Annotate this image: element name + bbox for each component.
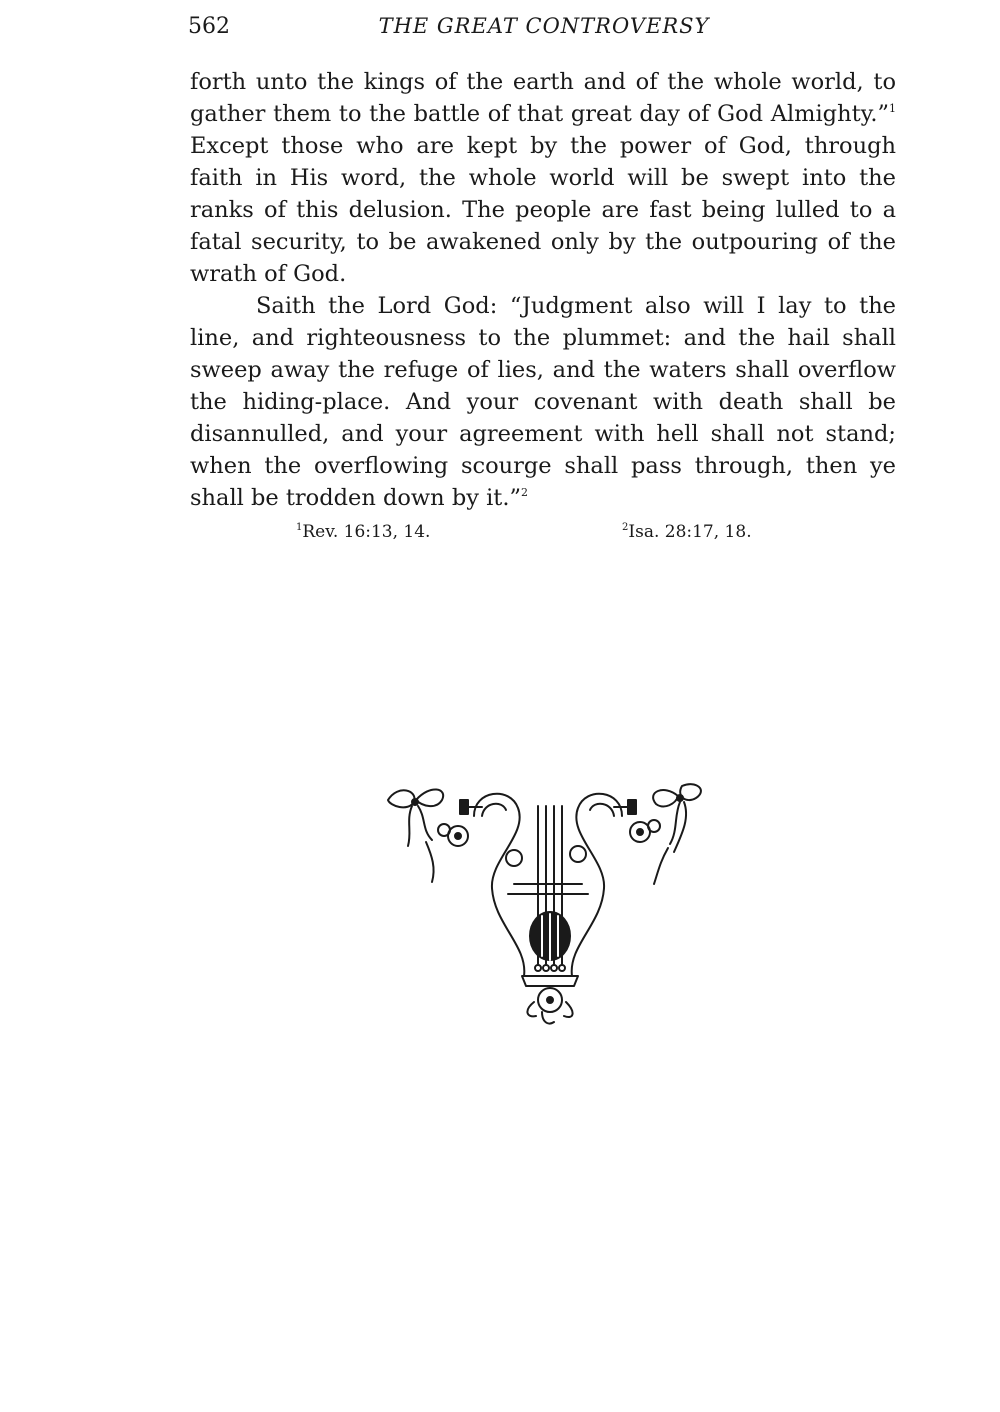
footnote-ref: 2: [521, 486, 528, 499]
paragraph-text: Except those who are kept by the power of God, through faith in His word, the whole world will be swept into the ranks of this delusion. The people are fast being lulled to a fatal security, to be awakened only by the outpouring of the wrath of God.: [190, 133, 896, 287]
paragraph: [190, 290, 896, 514]
footnote-number: 1: [296, 522, 303, 533]
footnote: [296, 522, 430, 542]
body-text: [190, 66, 896, 514]
running-header: [188, 14, 900, 48]
footnote-ref: 1: [889, 102, 896, 115]
footnote-text: Rev. 16:13, 14.: [302, 522, 431, 542]
paragraph-text: Saith the Lord God: “Judgment also will I lay to the line, and righteousness to the plummet: and the hail shall sweep away the refuge of lies, and the waters shall overflow the hiding-place. And your covenant with death shall be disannulled, and your agreement with hell shall not stand; when the overflowing scourge shall pass through, then ye shall be trodden down by it.”: [190, 293, 896, 511]
running-title: THE GREAT CONTROVERSY: [378, 14, 710, 38]
footnotes: [190, 522, 896, 550]
page-number: 562: [188, 14, 230, 39]
footnote: [622, 522, 752, 542]
footnote-number: 2: [622, 522, 629, 533]
paragraph-text: forth unto the kings of the earth and of the whole world, to gather them to the battle of that great day of God Almighty.”: [190, 69, 896, 127]
paragraph: [190, 66, 896, 290]
footnote-text: Isa. 28:17, 18.: [628, 522, 752, 542]
lyre-ornament-icon: [378, 776, 718, 1032]
